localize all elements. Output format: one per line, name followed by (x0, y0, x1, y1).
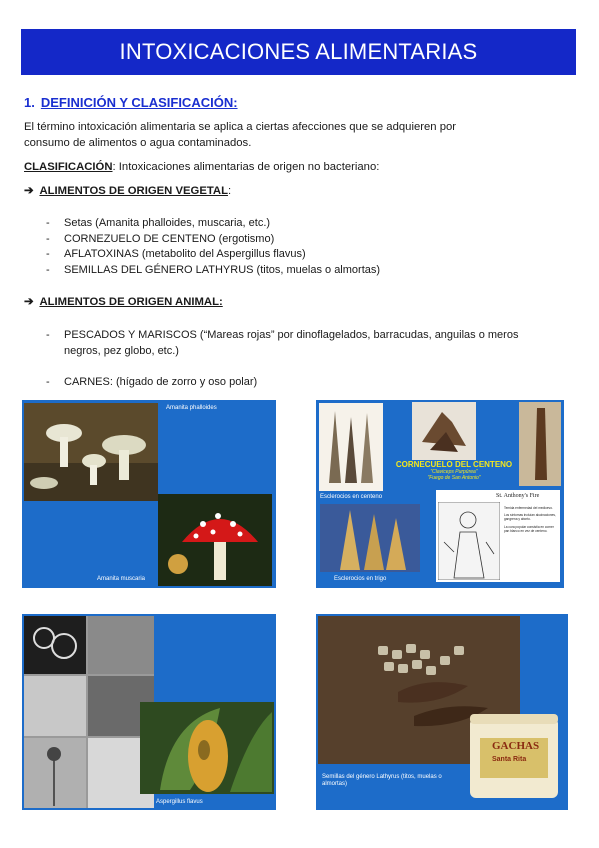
page-title-banner (21, 29, 576, 75)
st-anthony-bullet: La cura popular consistía en comer pan blanco en vez de centeno. (504, 524, 554, 533)
corn-cob-photo (140, 702, 274, 794)
section-number: 1. (24, 95, 35, 110)
cornezuelo-title: CORNECUELO DEL CENTENO (395, 460, 513, 469)
st-anthony-bullet: Los síntomas incluían alucinaciones, gangrena y aborto. (504, 513, 556, 522)
aspergillus-caption: Aspergillus flavus (156, 799, 203, 805)
vegetal-heading-text: ALIMENTOS DE ORIGEN VEGETAL (39, 185, 228, 197)
ergot-sclerotia-photo (412, 402, 476, 460)
gachas-package (466, 708, 562, 800)
dash: - (46, 329, 50, 341)
amanita-muscaria-photo (158, 494, 272, 586)
classification-label: CLASIFICACIÓN (24, 161, 113, 173)
st-anthony-bullets (504, 506, 558, 533)
wheat-ergot-photo (320, 504, 420, 572)
classification-line (24, 160, 494, 176)
gachas-label: Santa Rita (492, 756, 527, 763)
list-item (46, 328, 524, 359)
classification-text: : Intoxicaciones alimentarias de origen no bacteriano: (112, 161, 380, 173)
list-item (46, 375, 524, 391)
amanita-slide (22, 400, 276, 588)
arrow-icon: ➔ (24, 296, 34, 308)
definition-paragraph: El término intoxicación alimentaria se aplica a ciertas afecciones que se adquieren por consumo de alimentos o agua contaminados. (24, 121, 457, 149)
list-item: - SEMILLAS DEL GÉNERO LATHYRUS (titos, muelas o almortas) (46, 263, 380, 279)
list-item: - CORNEZUELO DE CENTENO (ergotismo) (46, 232, 380, 248)
vegetal-heading-colon: : (227, 185, 232, 197)
rye-ergot-photo (319, 403, 383, 491)
animal-item-fish: PESCADOS Y MARISCOS (“Mareas rojas” por dinoflagelados, barracudas, anguilas o meros negros, pez globo, etc.) (64, 329, 519, 357)
vegetal-heading (24, 184, 494, 200)
animal-heading (24, 295, 494, 311)
st-anthony-bullet: Temida enfermedad del medioevo. (504, 506, 553, 510)
animal-heading-text: ALIMENTOS DE ORIGEN ANIMAL: (39, 296, 223, 308)
amanita-phalloides-photo (24, 403, 158, 501)
amanita-phalloides-caption: Amanita phalloides (166, 405, 217, 411)
lathyrus-caption: Semillas del género Lathyrus (titos, muelas o almortas) (322, 774, 442, 787)
section-title: DEFINICIÓN Y CLASIFICACIÓN: (40, 95, 238, 110)
cornezuelo-caption-wheat: Esclerocios en trigo (334, 576, 387, 582)
vegetal-list (46, 216, 380, 279)
st-anthony-illustration (438, 502, 500, 580)
st-anthony-panel (436, 490, 560, 582)
arrow-icon: ➔ (24, 185, 34, 197)
cornezuelo-caption-rye: Esclerocios en centeno (320, 494, 383, 500)
dash: - (46, 376, 50, 388)
cornezuelo-slide (316, 400, 564, 588)
list-item: - Setas (Amanita phalloides, muscaria, etc.) (46, 216, 380, 232)
aspergillus-micrographs (24, 616, 154, 808)
gachas-brand: GACHAS (492, 740, 540, 752)
cornezuelo-subtitle-1: "Claviceps Purpúrea" (430, 469, 478, 475)
amanita-muscaria-caption: Amanita muscaria (97, 576, 146, 582)
cornezuelo-subtitle-2: "Fuego de San Antonio" (427, 475, 481, 481)
list-item: - AFLATOXINAS (metabolito del Aspergillus flavus) (46, 247, 380, 263)
ergot-closeup-photo (519, 402, 561, 486)
lathyrus-slide (316, 614, 568, 810)
animal-item-meat: CARNES: (hígado de zorro y oso polar) (64, 376, 258, 388)
section-heading (24, 95, 238, 110)
st-anthony-title: St. Anthony's Fire (496, 493, 540, 499)
aspergillus-slide (22, 614, 276, 810)
page-title: INTOXICACIONES ALIMENTARIAS (119, 39, 478, 64)
cornezuelo-title-block (384, 460, 524, 481)
